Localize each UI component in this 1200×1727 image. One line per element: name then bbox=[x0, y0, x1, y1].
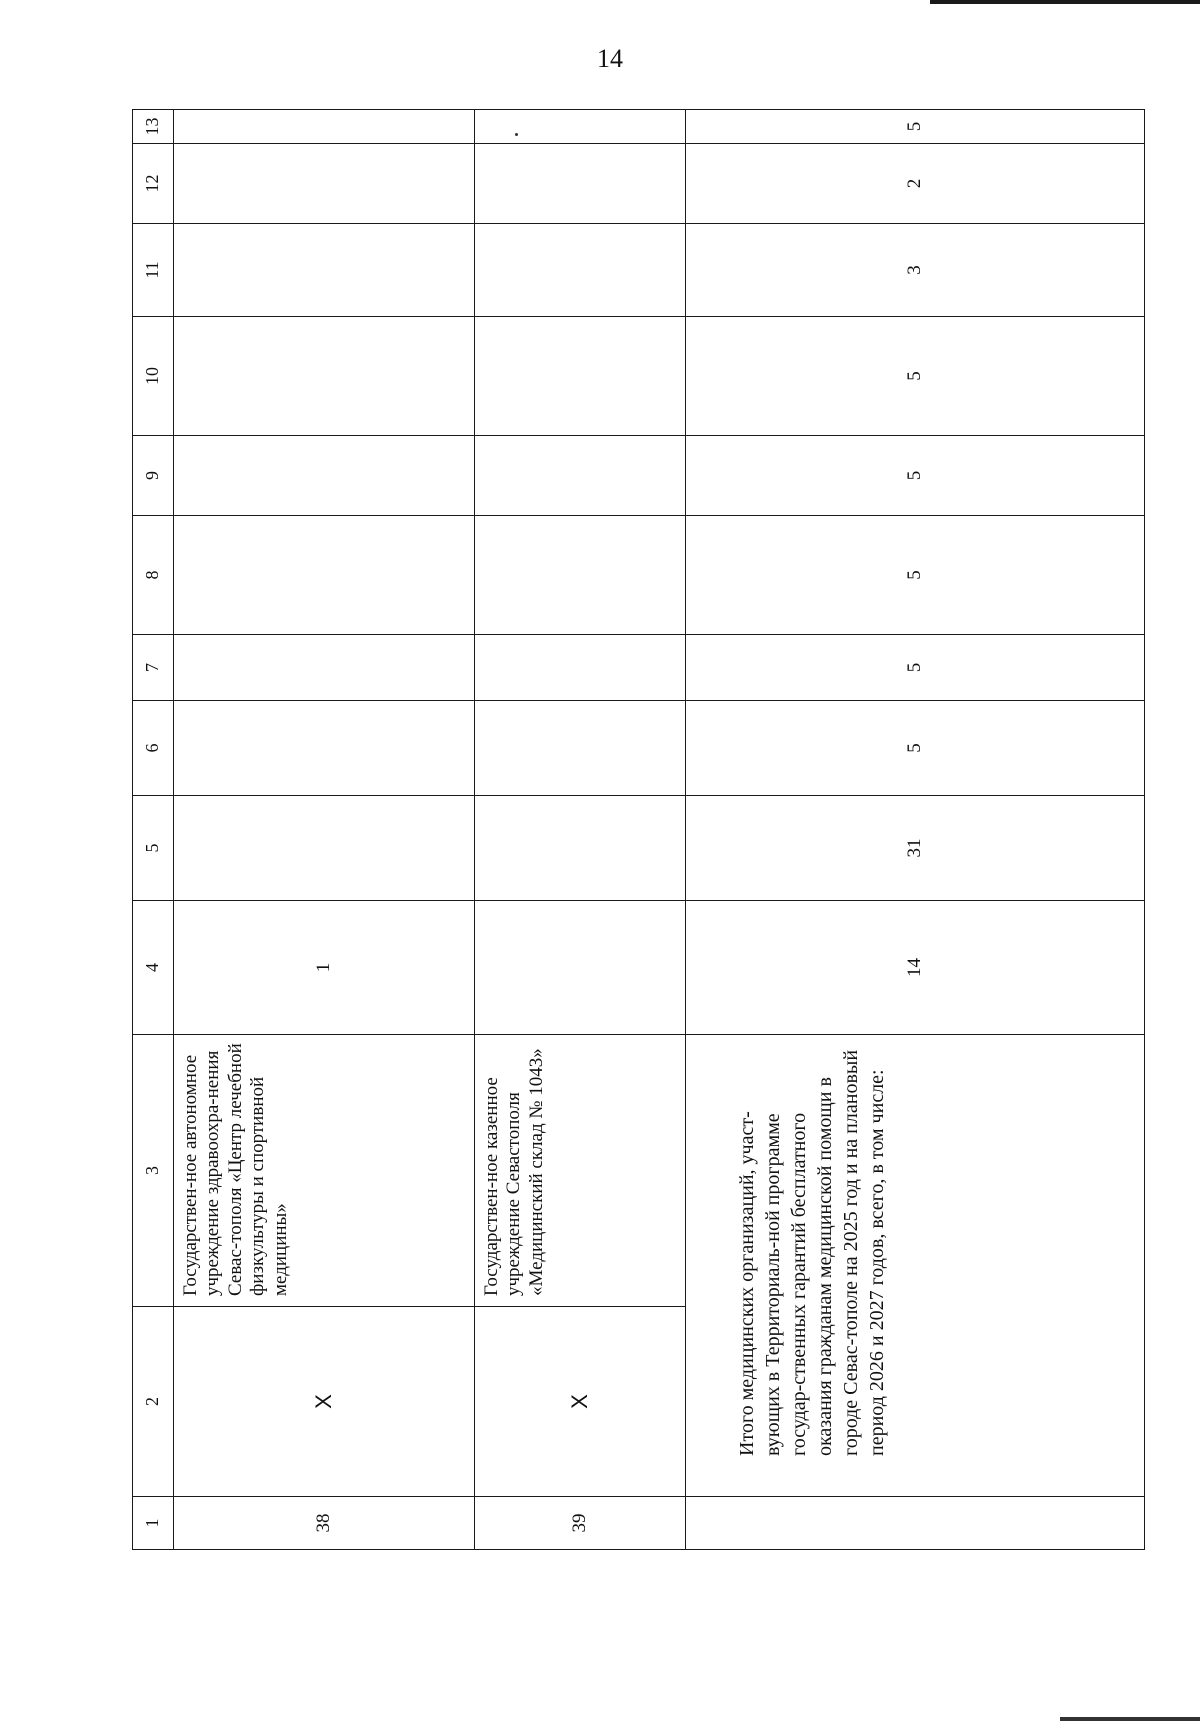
cell-col4 bbox=[475, 901, 686, 1035]
scan-speck bbox=[515, 133, 518, 136]
column-number-11: 11 bbox=[133, 224, 174, 317]
total-col5: 31 bbox=[686, 796, 1145, 901]
page-number: 14 bbox=[597, 44, 623, 73]
column-number-7: 7 bbox=[133, 635, 174, 701]
organization-name: Государствен-ное казенное учреждение Севастополя «Медицинский склад № 1043» bbox=[475, 1035, 686, 1307]
cell-col11 bbox=[475, 224, 686, 317]
column-number-2: 2 bbox=[133, 1307, 174, 1497]
cell-col9 bbox=[174, 436, 475, 516]
column-number-8: 8 bbox=[133, 516, 174, 635]
column-number-3: 3 bbox=[133, 1035, 174, 1307]
cell-col11 bbox=[174, 224, 475, 317]
cell-col9 bbox=[475, 436, 686, 516]
total-col13: 5 bbox=[686, 110, 1145, 144]
rotated-table-frame bbox=[132, 110, 1072, 1550]
cell-col8 bbox=[174, 516, 475, 635]
total-col10: 5 bbox=[686, 317, 1145, 436]
total-row-number bbox=[686, 1497, 1145, 1550]
cell-col5 bbox=[174, 796, 475, 901]
cell-col10 bbox=[174, 317, 475, 436]
cell-col13 bbox=[174, 110, 475, 144]
total-col6: 5 bbox=[686, 701, 1145, 796]
column-number-row bbox=[133, 110, 174, 1550]
row-number: 39 bbox=[475, 1497, 686, 1550]
cell-col12 bbox=[174, 144, 475, 224]
row-number: 38 bbox=[174, 1497, 475, 1550]
medical-organizations-table bbox=[132, 109, 1145, 1550]
cell-col7 bbox=[174, 635, 475, 701]
scan-edge-bottom bbox=[1060, 1717, 1200, 1721]
total-col7: 5 bbox=[686, 635, 1145, 701]
cell-col12 bbox=[475, 144, 686, 224]
cell-col10 bbox=[475, 317, 686, 436]
column-number-13: 13 bbox=[133, 110, 174, 144]
cell-col6 bbox=[174, 701, 475, 796]
cell-col7 bbox=[475, 635, 686, 701]
total-col4: 14 bbox=[686, 901, 1145, 1035]
cell-col2: Х bbox=[475, 1307, 686, 1497]
total-col9: 5 bbox=[686, 436, 1145, 516]
cell-col4: 1 bbox=[174, 901, 475, 1035]
cell-col6 bbox=[475, 701, 686, 796]
scan-edge-top bbox=[930, 0, 1200, 4]
column-number-4: 4 bbox=[133, 901, 174, 1035]
column-number-10: 10 bbox=[133, 317, 174, 436]
total-col8: 5 bbox=[686, 516, 1145, 635]
organization-name: Государствен-ное автономное учреждение здравоохра-нения Севас-тополя «Центр лечебной физкультуры и спортивной медицины» bbox=[174, 1035, 475, 1307]
cell-col13 bbox=[475, 110, 686, 144]
column-number-9: 9 bbox=[133, 436, 174, 516]
total-label: Итого медицинских организаций, участ-вующих в Территориаль-ной программе государ-ственных гарантий бесплатного оказания гражданам медицинской помощи в городе Севас-тополе на 2025 год и на плановый период 2026 и 2027 годов, всего, в том числе: bbox=[686, 1035, 1145, 1497]
table-container bbox=[132, 110, 1072, 1550]
total-col11: 3 bbox=[686, 224, 1145, 317]
column-number-5: 5 bbox=[133, 796, 174, 901]
column-number-12: 12 bbox=[133, 144, 174, 224]
cell-col8 bbox=[475, 516, 686, 635]
cell-col2: Х bbox=[174, 1307, 475, 1497]
total-col12: 2 bbox=[686, 144, 1145, 224]
table-row bbox=[174, 110, 475, 1550]
table-row bbox=[475, 110, 686, 1550]
cell-col5 bbox=[475, 796, 686, 901]
column-number-1: 1 bbox=[133, 1497, 174, 1550]
column-number-6: 6 bbox=[133, 701, 174, 796]
total-row bbox=[686, 110, 1145, 1550]
